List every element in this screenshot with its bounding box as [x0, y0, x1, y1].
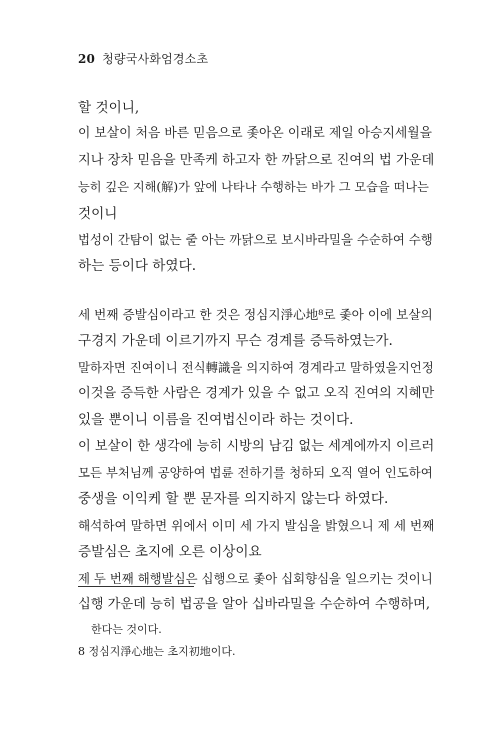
text-line: 능히 깊은 지해(解)가 앞에 나타나 수행하는 바가 그 모습을 떠나는: [78, 180, 429, 195]
footnote-divider: [78, 586, 194, 587]
text-line: 증발심은 초지에 오른 이상이요: [78, 544, 262, 561]
running-header: [78, 50, 208, 67]
text-line: 것이니: [78, 205, 118, 222]
text-line: 말하자면 진여이니 전식轉識을 의지하여 경계라고 말하였을지언정: [78, 359, 434, 375]
text-line: 법성이 간탐이 없는 줄 아는 까닭으로 보시바라밀을 수순하여 수행: [78, 231, 433, 247]
text-line: 지나 장차 믿음을 만족케 하고자 한 까닭으로 진여의 법 가운데: [78, 152, 435, 168]
text-line: 이 보살이 처음 바른 믿음으로 좇아온 이래로 제일 아승지세월을: [78, 126, 432, 142]
book-title: 청량국사화엄경소초: [102, 52, 209, 66]
text-line: 하는 등이다 하였다.: [78, 258, 197, 275]
text-line: 할 것이니,: [78, 100, 140, 116]
text-line: 있을 뿐이니 이름을 진여법신이라 하는 것이다.: [78, 412, 354, 429]
text-line: 세 번째 증발심이라고 한 것은 정심지淨心地⁸로 좇아 이에 보살의: [78, 306, 433, 322]
text-line: 이 보살이 한 생각에 능히 시방의 남김 없는 세계에까지 이르러: [78, 438, 435, 454]
text-line: 구경지 가운데 이르기까지 무슨 경계를 증득하였는가.: [78, 333, 393, 350]
footnote-8: 8 정심지淨心地는 초지初地이다.: [78, 645, 236, 658]
text-line: 십행 가운데 능히 법공을 알아 십바라밀을 수순하여 수행하며,: [78, 597, 431, 613]
text-line: 이것을 증득한 사람은 경계가 있을 수 없고 오직 진여의 지혜만: [78, 385, 435, 401]
page-number: 20: [78, 52, 96, 66]
text-line: 제 두 번째 해행발심은 십행으로 좇아 십회향심을 일으키는 것이니: [78, 570, 433, 586]
footnote-continued: 한다는 것이다.: [91, 623, 162, 636]
text-line: 해석하여 말하면 위에서 이미 세 가지 발심을 밝혔으니 제 세 번째: [78, 517, 435, 533]
text-line: 중생을 이익케 할 뿐 문자를 의지하지 않는다 하였다.: [78, 491, 389, 508]
main-text: [78, 95, 434, 618]
paragraph-gap: [78, 280, 434, 302]
text-line: 모든 부처님께 공양하여 법륜 전하기를 청하되 오직 열어 인도하여: [78, 465, 433, 481]
